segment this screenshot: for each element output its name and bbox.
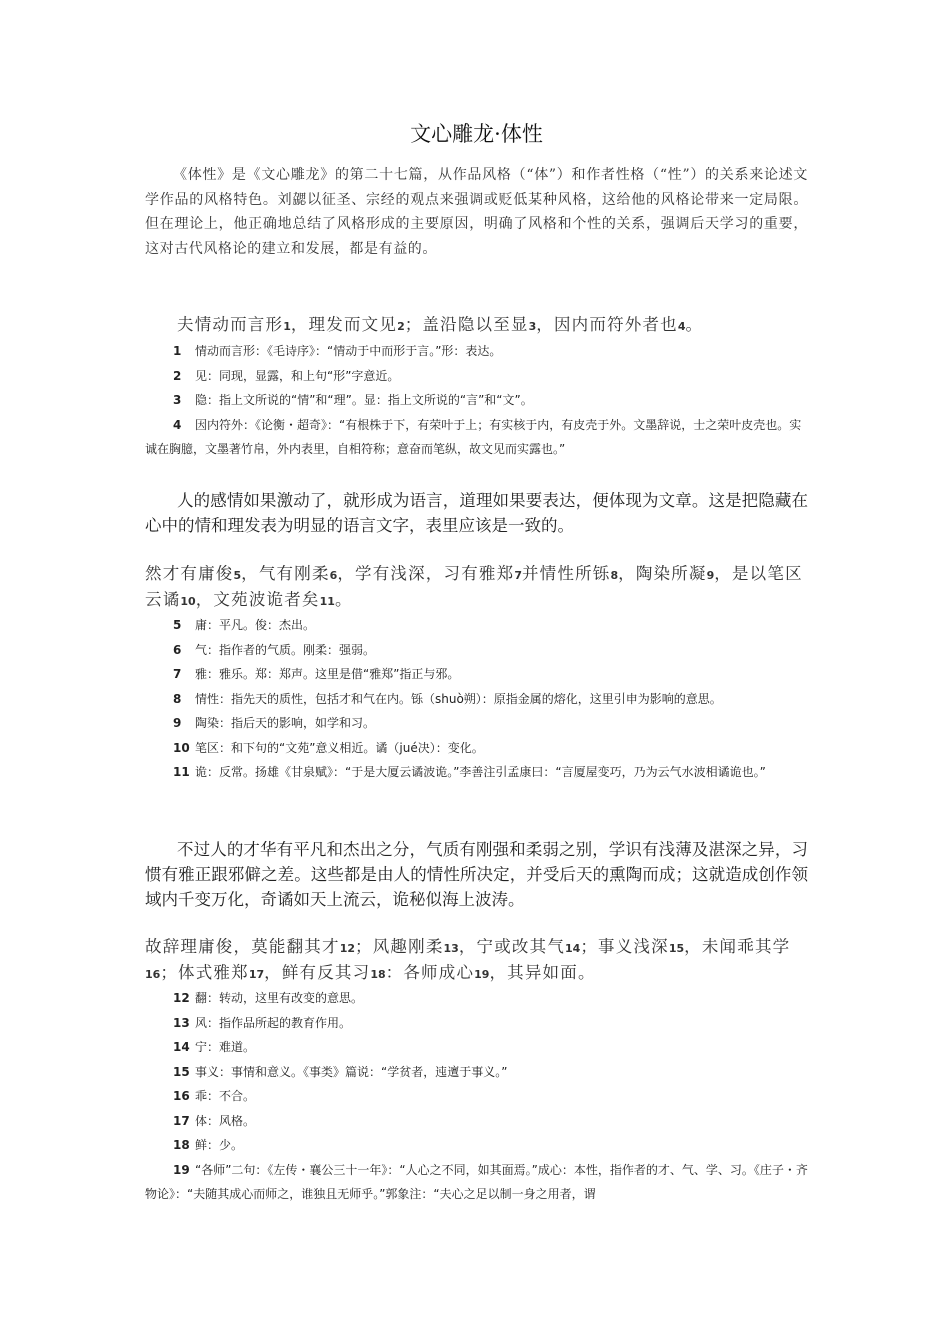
note-text: 情动而言形：《毛诗序》：“情动于中而形于言。”形：表达。: [195, 344, 502, 358]
note-number: 8: [173, 691, 182, 706]
original-segment: 。: [685, 315, 704, 334]
note-number: 3: [173, 393, 182, 407]
note-text: 体：风格。: [195, 1113, 256, 1128]
original-segment: ，陶染所凝: [618, 564, 707, 583]
original-segment: ，学有浅深，习有雅郑: [337, 564, 515, 583]
original-segment: ，其异如面。: [489, 963, 596, 982]
footnote-marker: 11: [319, 595, 335, 608]
note-text: 乖：不合。: [195, 1089, 256, 1103]
note-number: 19: [173, 1162, 190, 1177]
note-number: 18: [173, 1138, 190, 1152]
note-number: 13: [173, 1015, 190, 1030]
note-item: [145, 638, 808, 663]
note-text: 庸：平凡。俊：杰出。: [195, 618, 316, 632]
note-item: [145, 1109, 808, 1134]
footnote-marker: 18: [370, 968, 386, 981]
original-segment: ；风趣刚柔: [355, 937, 444, 956]
original-segment: ，未闻乖其学: [684, 937, 791, 956]
note-text: 隐：指上文所说的“情”和“理”。显：指上文所说的“言”和“文”。: [195, 393, 533, 407]
note-text: 见：同现，显露，和上句“形”字意近。: [195, 368, 400, 383]
note-number: 15: [173, 1064, 190, 1079]
original-segment: 。: [334, 590, 353, 609]
note-number: 12: [173, 991, 190, 1005]
notes-list-3: [145, 986, 808, 1207]
footnote-marker: 14: [565, 942, 581, 955]
note-text: 鲜：少。: [195, 1138, 244, 1152]
footnote-marker: 12: [339, 942, 356, 955]
original-segment: ；盖沿隐以至显: [404, 315, 529, 334]
note-text: 宁：难道。: [195, 1040, 256, 1054]
original-segment: 并情性所铄: [521, 564, 611, 583]
original-segment: ，气有刚柔: [241, 564, 330, 583]
note-item: [145, 339, 808, 364]
note-text: 笔区：和下句的“文苑”意义相近。谲（jué决）：变化。: [195, 740, 484, 755]
note-number: 4: [173, 417, 182, 432]
original-segment: ；体式雅郑: [160, 963, 249, 982]
original-segment: 夫情动而言形: [177, 315, 284, 334]
original-segment: ，文苑波诡者矣: [195, 590, 320, 609]
original-text-2: [145, 562, 808, 614]
note-number: 16: [173, 1089, 190, 1103]
footnote-marker: 7: [514, 569, 522, 582]
note-item: [145, 1060, 808, 1085]
note-text: 诡：反常。扬雄《甘泉赋》：“于是大厦云谲波诡。”李善注引孟康曰：“言厦屋变巧，乃为云气水波相谲诡也。”: [195, 765, 766, 779]
note-item: [145, 662, 808, 687]
note-number: 7: [173, 667, 182, 681]
note-text: 翻：转动，这里有改变的意思。: [195, 991, 364, 1005]
note-item: [145, 1084, 808, 1109]
note-text: 陶染：指后天的影响，如学和习。: [195, 716, 376, 730]
note-number: 11: [173, 765, 190, 779]
original-segment: ，因内而符外者也: [536, 315, 678, 334]
note-item: [145, 413, 808, 462]
intro-paragraph: 《体性》是《文心雕龙》的第二十七篇，从作品风格（“体”）和作者性格（“性”）的关系来论述文学作品的风格特色。刘勰以征圣、宗经的观点来强调或贬低某种风格，这给他的风格论带来一定局限。但在理论上，他正确地总结了风格形成的主要原因，明确了风格和个性的关系，强调后天学习的重要，这对古代风格论的建立和发展，都是有益的。: [145, 167, 808, 257]
note-text: 风：指作品所起的教育作用。: [195, 1015, 352, 1030]
note-item: [145, 388, 808, 413]
original-segment: 然才有庸俊: [145, 564, 234, 583]
footnote-marker: 10: [180, 595, 196, 608]
footnote-marker: 16: [145, 968, 161, 981]
footnote-marker: 4: [677, 320, 686, 333]
note-item: [145, 1035, 808, 1060]
footnote-marker: 3: [528, 320, 537, 333]
original-text-1: [145, 313, 808, 339]
note-text: 事义：事情和意义。《事类》篇说：“学贫者，迍邅于事义。”: [195, 1064, 508, 1079]
note-item: [145, 687, 808, 712]
footnote-marker: 19: [474, 968, 490, 981]
note-item: [145, 711, 808, 736]
note-number: 14: [173, 1040, 190, 1054]
note-text: 雅：雅乐。郑：郑声。这里是借“雅郑”指正与邪。: [195, 667, 460, 681]
note-number: 5: [173, 618, 182, 632]
note-text: “各师”二句：《左传・襄公三十一年》：“人心之不同，如其面焉。”成心：本性，指作者的才、气、学、习。《庄子・齐物论》：“夫随其成心而师之，谁独且无师乎。”郭象注：“夫心之足以制一身之用者，谓: [145, 1162, 808, 1201]
note-item: [145, 1011, 808, 1036]
translation-paragraph-1: 人的感情如果激动了，就形成为语言，道理如果要表达，便体现为文章。这是把隐藏在心中的情和理发表为明显的语言文字，表里应该是一致的。: [145, 491, 808, 535]
note-item: [145, 760, 808, 785]
original-segment: ：各师成心: [385, 963, 475, 982]
note-number: 6: [173, 642, 182, 657]
original-segment: ，宁或改其气: [458, 937, 566, 956]
original-segment: ，鲜有反其习: [264, 963, 371, 982]
note-number: 1: [173, 344, 182, 358]
footnote-marker: 5: [233, 569, 242, 582]
footnote-marker: 13: [443, 942, 459, 955]
note-item: [145, 1133, 808, 1158]
original-segment: ；事义浅深: [580, 937, 669, 956]
original-text-3: [145, 935, 808, 987]
footnote-marker: 15: [668, 942, 685, 955]
note-number: 10: [173, 740, 190, 755]
footnote-marker: 1: [283, 320, 291, 333]
original-segment: 故辞理庸俊，莫能翻其才: [145, 937, 340, 956]
original-segment: ，是以笔区云谲: [145, 564, 803, 609]
note-item: [145, 613, 808, 638]
note-text: 因内符外：《论衡・超奇》：“有根株于下，有荣叶于上；有实核于内，有皮壳于外。文墨辞说，士之荣叶皮壳也。实诚在胸臆，文墨著竹帛，外内表里，自相符称；意奋而笔纵，故文见而实露也。”: [145, 417, 802, 456]
footnote-marker: 8: [610, 569, 619, 582]
note-item: [145, 736, 808, 761]
note-item: [145, 364, 808, 389]
note-number: 9: [173, 716, 182, 730]
original-segment: ，理发而文见: [290, 315, 398, 334]
note-item: [145, 1158, 808, 1207]
footnote-marker: 6: [329, 569, 338, 582]
note-item: [145, 986, 808, 1011]
notes-list-2: [145, 613, 808, 785]
note-text: 气：指作者的气质。刚柔：强弱。: [195, 642, 376, 657]
note-number: 17: [173, 1113, 190, 1128]
document-title: 文心雕龙·体性: [410, 122, 543, 146]
note-text: 情性：指先天的质性，包括才和气在内。铄（shuò朔）：原指金属的熔化，这里引申为影响的意思。: [195, 691, 722, 706]
notes-list-1: [145, 339, 808, 462]
note-number: 2: [173, 368, 182, 383]
footnote-marker: 2: [397, 320, 405, 333]
footnote-marker: 17: [248, 968, 265, 981]
translation-paragraph-2: 不过人的才华有平凡和杰出之分，气质有刚强和柔弱之别，学识有浅薄及湛深之异，习惯有雅正跟邪僻之差。这些都是由人的情性所决定，并受后天的熏陶而成；这就造成创作领域内千变万化，奇谲如天上流云，诡秘似海上波涛。: [145, 840, 808, 909]
footnote-marker: 9: [706, 569, 715, 582]
